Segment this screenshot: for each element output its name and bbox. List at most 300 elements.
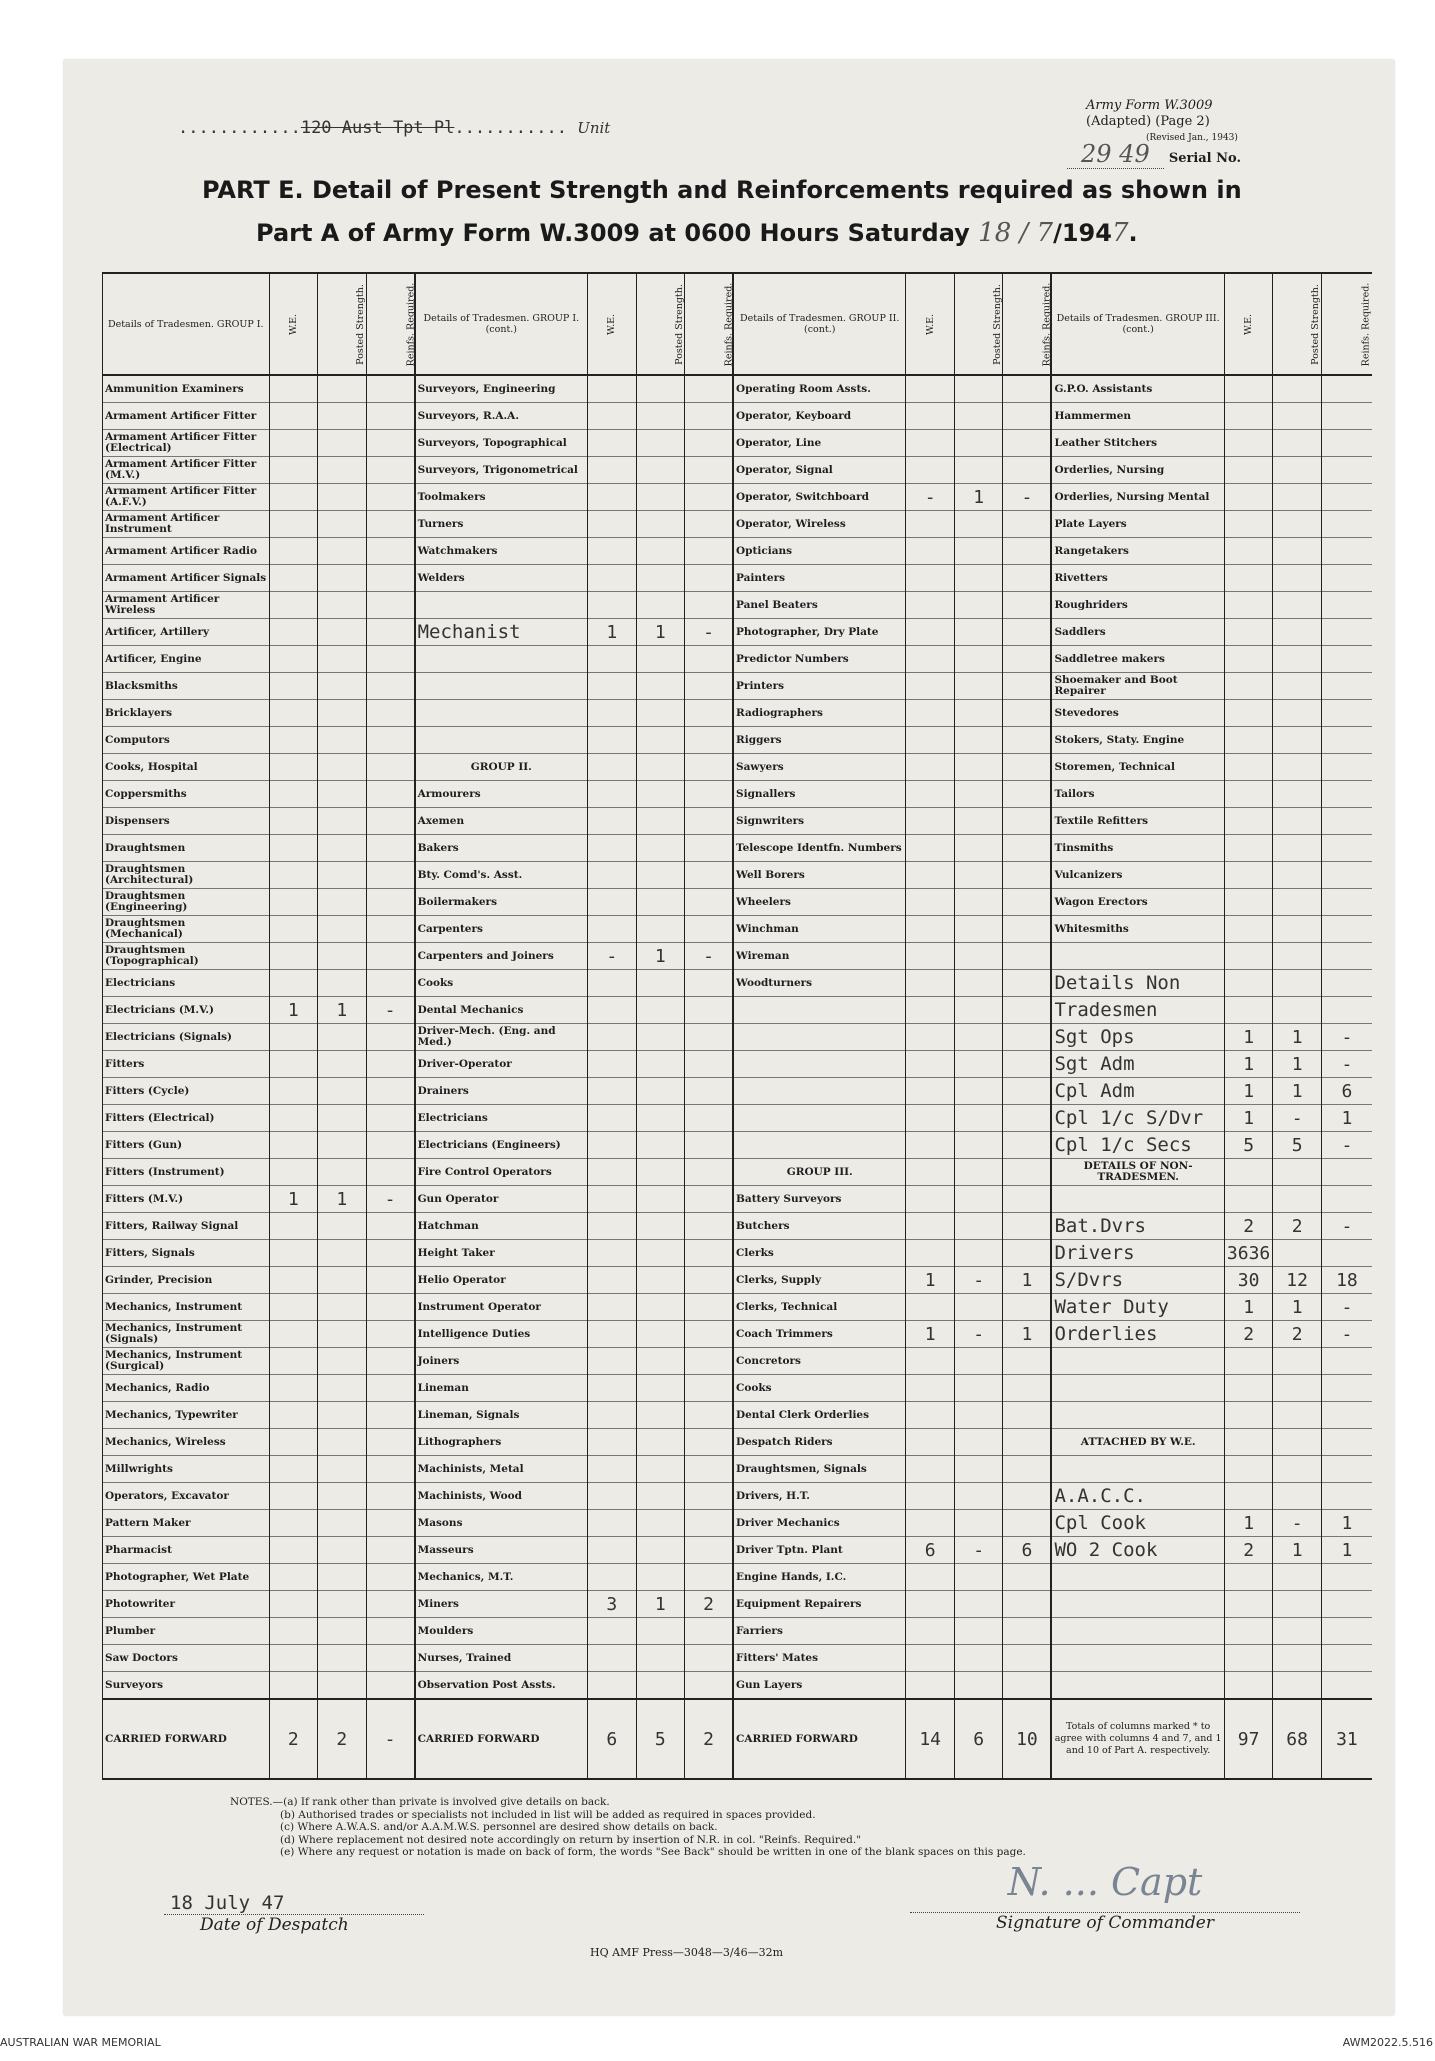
col-posted: Posted Strength. [354, 283, 366, 365]
strength-value [366, 889, 415, 916]
trade-label: Butchers [733, 1213, 906, 1240]
strength-value [366, 862, 415, 889]
strength-value [588, 862, 637, 889]
signature-label: Signature of Commander [996, 1913, 1214, 1933]
strength-value [318, 1618, 367, 1645]
strength-value [269, 970, 318, 997]
trade-label: Armament Artificer Fitter (Electrical) [103, 430, 270, 457]
trade-label: Winchman [733, 916, 906, 943]
cf-value: - [366, 1699, 415, 1779]
strength-value [1224, 538, 1273, 565]
trade-label: Moulders [415, 1618, 588, 1645]
table-row [103, 430, 1373, 457]
table-row [103, 673, 1373, 700]
strength-value [636, 1483, 685, 1510]
trade-label: Lineman, Signals [415, 1402, 588, 1429]
strength-value [318, 1294, 367, 1321]
trade-label: Painters [733, 565, 906, 592]
col-details-group-2-cont: Details of Tradesmen. GROUP II. (cont.) [733, 273, 906, 375]
strength-value [366, 1213, 415, 1240]
strength-value [318, 1321, 367, 1348]
table-row [103, 1105, 1373, 1132]
strength-value [1273, 673, 1322, 700]
strength-value [1224, 1348, 1273, 1375]
strength-value [366, 1429, 415, 1456]
trade-label: Drainers [415, 1078, 588, 1105]
strength-value [1321, 1564, 1372, 1591]
strength-value [1224, 1402, 1273, 1429]
strength-value [318, 592, 367, 619]
strength-value [588, 1267, 637, 1294]
strength-value [906, 619, 955, 646]
strength-value [636, 1078, 685, 1105]
strength-value [954, 889, 1003, 916]
strength-value [269, 1672, 318, 1700]
strength-value [1273, 916, 1322, 943]
strength-value [588, 673, 637, 700]
strength-value [685, 538, 734, 565]
strength-value: 1 [1003, 1267, 1052, 1294]
strength-value [1273, 997, 1322, 1024]
trade-label: Driver-Operator [415, 1051, 588, 1078]
strength-value [636, 916, 685, 943]
strength-value [1321, 619, 1372, 646]
strength-value [318, 1105, 367, 1132]
strength-value [366, 565, 415, 592]
strength-value [269, 1078, 318, 1105]
strength-value [269, 808, 318, 835]
strength-value [1003, 1294, 1052, 1321]
strength-value [269, 754, 318, 781]
strength-value [588, 1672, 637, 1700]
strength-value [1273, 1618, 1322, 1645]
trade-label: Panel Beaters [733, 592, 906, 619]
strength-value [1273, 538, 1322, 565]
strength-value [1003, 700, 1052, 727]
strength-value [1003, 457, 1052, 484]
strength-value [366, 1402, 415, 1429]
strength-value [588, 835, 637, 862]
trade-label: Despatch Riders [733, 1429, 906, 1456]
strength-value [1003, 375, 1052, 403]
strength-value [1224, 1672, 1273, 1700]
strength-value [588, 1213, 637, 1240]
strength-value [685, 511, 734, 538]
strength-value [685, 673, 734, 700]
strength-value [954, 700, 1003, 727]
strength-value: 1 [1003, 1321, 1052, 1348]
strength-value [1224, 781, 1273, 808]
strength-value [906, 403, 955, 430]
credit-right: AWM2022.5.516 [1342, 2036, 1433, 2049]
strength-value [588, 457, 637, 484]
strength-value [1224, 484, 1273, 511]
strength-value [269, 835, 318, 862]
strength-value [1321, 1672, 1372, 1700]
strength-value [906, 862, 955, 889]
strength-value [906, 592, 955, 619]
strength-value [685, 727, 734, 754]
strength-value [318, 1213, 367, 1240]
strength-value [269, 592, 318, 619]
strength-value [366, 1267, 415, 1294]
strength-value [906, 1591, 955, 1618]
strength-value [1273, 1645, 1322, 1672]
strength-value [269, 1024, 318, 1051]
trade-label: Hammermen [1051, 403, 1224, 430]
strength-value [685, 1132, 734, 1159]
trade-label: Fitters (M.V.) [103, 1186, 270, 1213]
strength-value [1003, 1618, 1052, 1645]
table-row [103, 889, 1373, 916]
strength-value [1273, 1186, 1322, 1213]
strength-value [685, 565, 734, 592]
strength-value [1224, 1564, 1273, 1591]
strength-value [318, 1645, 367, 1672]
table-body [103, 375, 1373, 1699]
strength-value [1321, 1159, 1372, 1186]
trade-label: Electricians (M.V.) [103, 997, 270, 1024]
form-ref-3: (Revised Jan., 1943) [1146, 133, 1238, 143]
trade-label: Welders [415, 565, 588, 592]
strength-value [318, 1024, 367, 1051]
strength-value [636, 1024, 685, 1051]
strength-value [1273, 1375, 1322, 1402]
strength-value [685, 754, 734, 781]
strength-value [318, 862, 367, 889]
strength-value [318, 565, 367, 592]
strength-value [685, 1321, 734, 1348]
trade-label: Cpl Adm [1051, 1078, 1224, 1105]
strength-value: 1 [636, 619, 685, 646]
strength-value [1224, 457, 1273, 484]
strength-value [588, 1483, 637, 1510]
strength-value [636, 375, 685, 403]
strength-value [636, 511, 685, 538]
strength-value [366, 835, 415, 862]
trade-label: Equipment Repairers [733, 1591, 906, 1618]
strength-value [1003, 1375, 1052, 1402]
trade-label [415, 592, 588, 619]
strength-value [366, 1510, 415, 1537]
strength-value [906, 1456, 955, 1483]
year-prefix: /194 [1053, 219, 1112, 247]
cf-value: 2 [269, 1699, 318, 1779]
strength-value [1224, 403, 1273, 430]
trade-label: Electricians [415, 1105, 588, 1132]
trade-label: Joiners [415, 1348, 588, 1375]
strength-value [366, 1537, 415, 1564]
strength-value [366, 1591, 415, 1618]
strength-value [1003, 592, 1052, 619]
trade-label: Clerks, Technical [733, 1294, 906, 1321]
strength-value [1003, 1078, 1052, 1105]
trade-label [1051, 1672, 1224, 1700]
trade-label [415, 673, 588, 700]
trade-label: Orderlies, Nursing [1051, 457, 1224, 484]
strength-value [685, 808, 734, 835]
trade-label: Fire Control Operators [415, 1159, 588, 1186]
strength-table [102, 272, 1372, 1780]
strength-value [269, 1240, 318, 1267]
strength-value [269, 538, 318, 565]
strength-value [954, 1240, 1003, 1267]
trade-label: Shoemaker and Boot Repairer [1051, 673, 1224, 700]
strength-value [906, 727, 955, 754]
strength-value [1224, 619, 1273, 646]
strength-value [685, 1213, 734, 1240]
strength-value [588, 889, 637, 916]
trade-label: Drivers [1051, 1240, 1224, 1267]
strength-value [1321, 835, 1372, 862]
trade-label: Operating Room Assts. [733, 375, 906, 403]
col-reinfs: Reinfs. Required. [1041, 282, 1053, 366]
strength-value [1273, 565, 1322, 592]
strength-value [366, 403, 415, 430]
strength-value [954, 997, 1003, 1024]
strength-value [685, 430, 734, 457]
table-row [103, 1051, 1373, 1078]
table-row [103, 1483, 1373, 1510]
strength-value [1273, 511, 1322, 538]
trade-label: Vulcanizers [1051, 862, 1224, 889]
strength-value [588, 727, 637, 754]
strength-value [1224, 1645, 1273, 1672]
trade-label: Computors [103, 727, 270, 754]
strength-value [318, 1051, 367, 1078]
table-row [103, 1321, 1373, 1348]
table-row [103, 592, 1373, 619]
strength-value [269, 457, 318, 484]
strength-value: 18 [1321, 1267, 1372, 1294]
strength-value [906, 781, 955, 808]
strength-value [1273, 700, 1322, 727]
strength-value [636, 700, 685, 727]
trade-label: Sgt Ops [1051, 1024, 1224, 1051]
table-row [103, 1024, 1373, 1051]
strength-value [1273, 457, 1322, 484]
strength-value [318, 700, 367, 727]
strength-value [366, 700, 415, 727]
strength-value: 2 [1224, 1213, 1273, 1240]
strength-value [269, 1267, 318, 1294]
table-row [103, 1618, 1373, 1645]
strength-value [906, 1240, 955, 1267]
table-row [103, 511, 1373, 538]
table-row [103, 970, 1373, 997]
trade-label [1051, 1564, 1224, 1591]
strength-value [1224, 808, 1273, 835]
trade-label: Photographer, Dry Plate [733, 619, 906, 646]
trade-label: G.P.O. Assistants [1051, 375, 1224, 403]
strength-value [1003, 1213, 1052, 1240]
trade-label: Fitters (Electrical) [103, 1105, 270, 1132]
strength-value [1003, 646, 1052, 673]
trade-label: Rivetters [1051, 565, 1224, 592]
strength-value [1003, 727, 1052, 754]
trade-label: Tradesmen [1051, 997, 1224, 1024]
strength-value [1321, 1456, 1372, 1483]
cf-value: 68 [1273, 1699, 1322, 1779]
strength-value [588, 1240, 637, 1267]
strength-value [1224, 1186, 1273, 1213]
trade-label: Dental Mechanics [415, 997, 588, 1024]
strength-value [1321, 403, 1372, 430]
trade-label: Blacksmiths [103, 673, 270, 700]
strength-value: 2 [685, 1591, 734, 1618]
strength-value: 6 [906, 1537, 955, 1564]
strength-value [906, 970, 955, 997]
strength-value: 30 [1224, 1267, 1273, 1294]
strength-value [269, 1051, 318, 1078]
trade-label: Carpenters and Joiners [415, 943, 588, 970]
strength-value [269, 673, 318, 700]
trade-label: Hatchman [415, 1213, 588, 1240]
strength-value: 1 [906, 1321, 955, 1348]
strength-value [954, 1105, 1003, 1132]
strength-value [954, 835, 1003, 862]
strength-value [1003, 835, 1052, 862]
trade-label: Helio Operator [415, 1267, 588, 1294]
despatch-label: Date of Despatch [200, 1915, 349, 1935]
strength-value [636, 1618, 685, 1645]
strength-value: - [366, 997, 415, 1024]
strength-value [954, 1672, 1003, 1700]
strength-value [1321, 862, 1372, 889]
strength-value [318, 1267, 367, 1294]
strength-value: - [954, 1267, 1003, 1294]
strength-value [269, 1132, 318, 1159]
strength-value [318, 457, 367, 484]
trade-label: Predictor Numbers [733, 646, 906, 673]
strength-value: 3 [588, 1591, 637, 1618]
trade-label: Electricians (Signals) [103, 1024, 270, 1051]
trade-label: Stevedores [1051, 700, 1224, 727]
trade-label: Battery Surveyors [733, 1186, 906, 1213]
strength-value [1003, 1186, 1052, 1213]
strength-value: 1 [588, 619, 637, 646]
trade-label: Cpl Cook [1051, 1510, 1224, 1537]
strength-value: - [1273, 1105, 1322, 1132]
strength-value [1003, 889, 1052, 916]
strength-value [588, 1294, 637, 1321]
strength-value [1321, 484, 1372, 511]
strength-value [685, 403, 734, 430]
strength-value [269, 700, 318, 727]
table-row [103, 1186, 1373, 1213]
strength-value [269, 1456, 318, 1483]
trade-label: Carpenters [415, 916, 588, 943]
strength-value [954, 1375, 1003, 1402]
strength-value [685, 484, 734, 511]
trade-label: Artificer, Engine [103, 646, 270, 673]
strength-value [954, 1645, 1003, 1672]
strength-value [685, 1267, 734, 1294]
strength-value [906, 1510, 955, 1537]
trade-label: Fitters, Railway Signal [103, 1213, 270, 1240]
strength-value [1273, 592, 1322, 619]
strength-value [685, 375, 734, 403]
strength-value [906, 1348, 955, 1375]
table-row [103, 835, 1373, 862]
cf-value: 97 [1224, 1699, 1273, 1779]
strength-value [636, 1672, 685, 1700]
strength-value [685, 1078, 734, 1105]
strength-value [1003, 430, 1052, 457]
note-d: (d) Where replacement not desired note accordingly on return by insertion of N.R. in col. "Reinfs. Required." [280, 1833, 862, 1846]
strength-value [1224, 1456, 1273, 1483]
strength-value [269, 1510, 318, 1537]
strength-value: 5 [1273, 1132, 1322, 1159]
serial-value: 29 49 [1067, 140, 1164, 169]
strength-value [269, 430, 318, 457]
strength-value [1273, 727, 1322, 754]
trade-label [733, 1078, 906, 1105]
trade-label [733, 1051, 906, 1078]
trade-label: Water Duty [1051, 1294, 1224, 1321]
trade-label: Armament Artificer Radio [103, 538, 270, 565]
strength-value: 1 [1273, 1294, 1322, 1321]
strength-value [1321, 1429, 1372, 1456]
table-row [103, 862, 1373, 889]
trade-label: Grinder, Precision [103, 1267, 270, 1294]
unit-label: Unit [577, 119, 611, 137]
strength-value [954, 592, 1003, 619]
strength-value [588, 1402, 637, 1429]
strength-value [1321, 673, 1372, 700]
strength-value [1003, 1591, 1052, 1618]
strength-value [1003, 997, 1052, 1024]
col-posted: Posted Strength. [673, 283, 685, 365]
strength-value: 1 [1273, 1537, 1322, 1564]
strength-value [906, 430, 955, 457]
strength-value [1224, 1375, 1273, 1402]
trade-label: Artificer, Artillery [103, 619, 270, 646]
trade-label: Cooks, Hospital [103, 754, 270, 781]
strength-value [318, 619, 367, 646]
strength-value [1321, 700, 1372, 727]
trade-label: Orderlies [1051, 1321, 1224, 1348]
strength-value [636, 1348, 685, 1375]
strength-value [1003, 1429, 1052, 1456]
strength-value: 1 [1273, 1078, 1322, 1105]
strength-value [954, 1078, 1003, 1105]
trade-label: Gun Layers [733, 1672, 906, 1700]
trade-label [733, 1105, 906, 1132]
strength-value [366, 1618, 415, 1645]
strength-value [318, 943, 367, 970]
trade-label: Clerks, Supply [733, 1267, 906, 1294]
strength-value [269, 1591, 318, 1618]
strength-value [954, 1132, 1003, 1159]
strength-value [588, 970, 637, 997]
note-a: NOTES.—(a) If rank other than private is involved give details on back. [230, 1796, 610, 1808]
table-row [103, 1402, 1373, 1429]
strength-value [954, 1348, 1003, 1375]
strength-value [366, 1672, 415, 1700]
strength-value [1273, 835, 1322, 862]
trade-label: Mechanics, M.T. [415, 1564, 588, 1591]
trade-label: Riggers [733, 727, 906, 754]
strength-value [1003, 619, 1052, 646]
strength-value [1321, 754, 1372, 781]
strength-value: - [685, 943, 734, 970]
strength-value [954, 943, 1003, 970]
strength-value [906, 1159, 955, 1186]
strength-value [318, 916, 367, 943]
strength-value [366, 1456, 415, 1483]
trade-label: Lithographers [415, 1429, 588, 1456]
